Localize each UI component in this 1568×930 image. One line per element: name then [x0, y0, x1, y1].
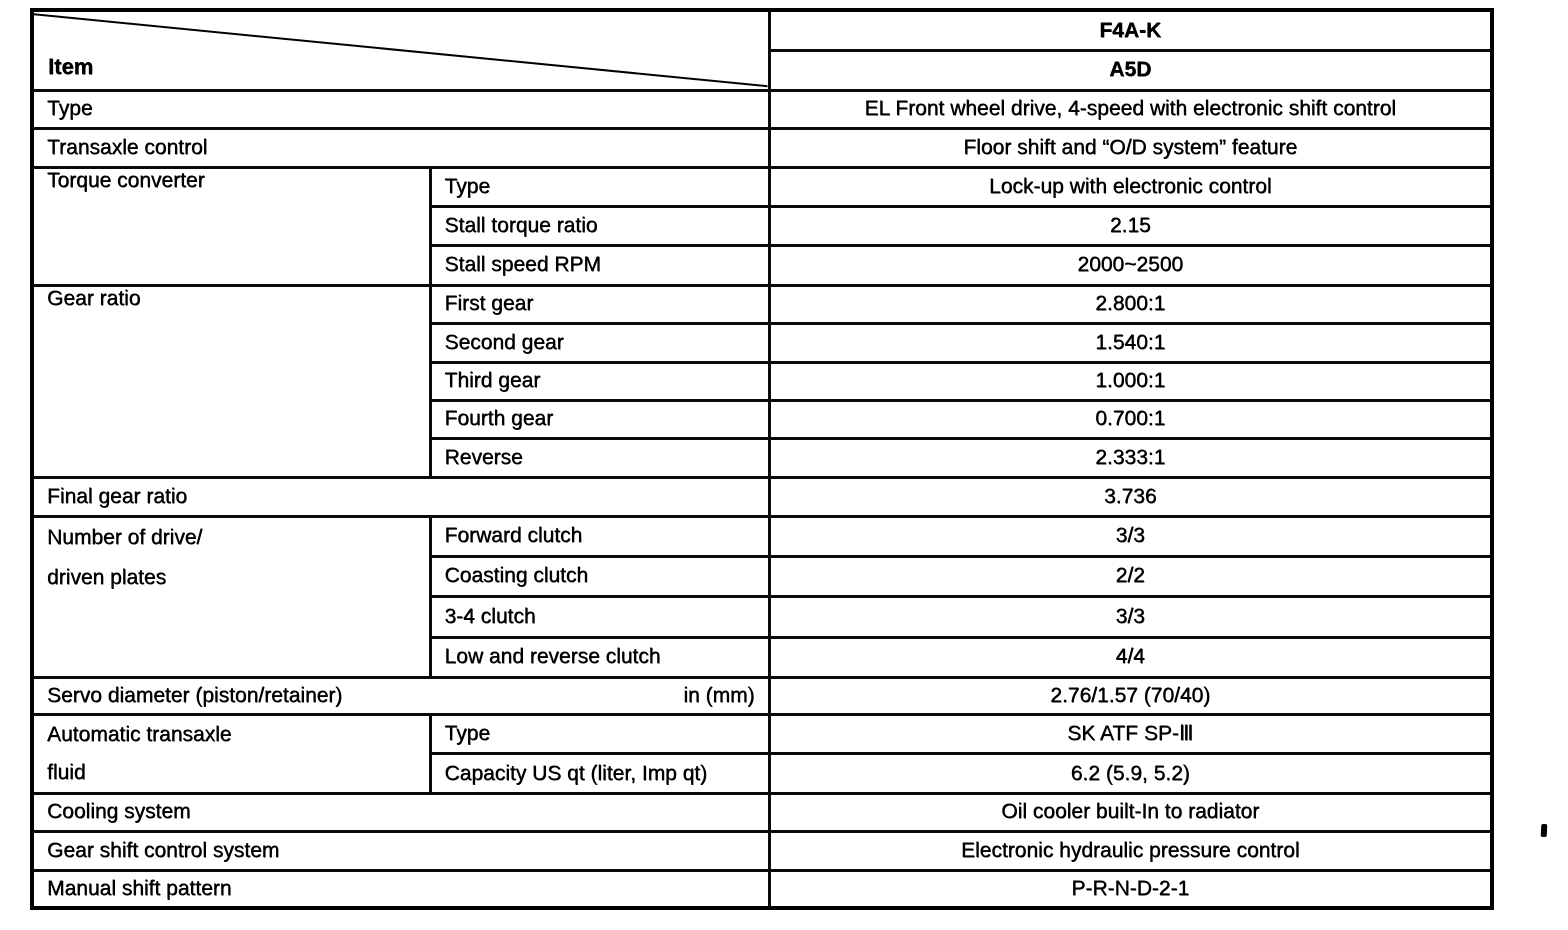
transaxle-control-value: Floor shift and “O/D system” feature: [769, 128, 1492, 167]
transaxle-control-label: Transaxle control: [32, 128, 769, 167]
servo-diameter-unit: in (mm): [683, 683, 755, 707]
coasting-clutch-value: 2/2: [769, 556, 1492, 596]
column-header-variant: A5D: [769, 50, 1492, 90]
servo-diameter-value: 2.76/1.57 (70/40): [769, 677, 1492, 714]
third-gear-value: 1.000:1: [769, 362, 1492, 400]
drive-driven-plates-label-line2: driven plates: [47, 565, 167, 589]
gear-shift-control-value: Electronic hydraulic pressure control: [769, 831, 1492, 870]
low-reverse-clutch-value: 4/4: [769, 637, 1492, 677]
row-atf-type: [32, 714, 1492, 754]
three-four-clutch-value: 3/3: [769, 596, 1492, 637]
stall-speed-rpm-value: 2000~2500: [769, 245, 1492, 285]
torque-converter-type-value: Lock-up with electronic control: [769, 167, 1492, 206]
row-type: [32, 90, 1492, 128]
transaxle-spec-table: [30, 8, 1494, 910]
stall-torque-ratio-value: 2.15: [769, 206, 1492, 245]
reverse-gear-label: Reverse: [430, 438, 769, 477]
drive-driven-plates-label-line1: Number of drive/: [47, 525, 203, 549]
coasting-clutch-label: Coasting clutch: [430, 556, 769, 596]
forward-clutch-value: 3/3: [769, 516, 1492, 556]
fourth-gear-label: Fourth gear: [430, 400, 769, 438]
row-forward-clutch: [32, 516, 1492, 556]
second-gear-label: Second gear: [430, 323, 769, 362]
forward-clutch-label: Forward clutch: [430, 516, 769, 556]
servo-diameter-label: Servo diameter (piston/retainer): [47, 683, 343, 707]
first-gear-label: First gear: [430, 285, 769, 323]
type-label: Type: [32, 90, 769, 128]
third-gear-label: Third gear: [430, 362, 769, 400]
first-gear-value: 2.800:1: [769, 285, 1492, 323]
item-header-cell: [32, 10, 769, 90]
atf-label-line2: fluid: [47, 760, 86, 784]
row-cooling-system: [32, 793, 1492, 831]
atf-type-value: SK ATF SP-Ⅲ: [769, 714, 1492, 754]
row-final-gear-ratio: [32, 477, 1492, 516]
diagonal-divider-line: [34, 12, 768, 89]
manual-shift-pattern-value: P-R-N-D-2-1: [769, 870, 1492, 908]
atf-label-line1: Automatic transaxle: [47, 722, 232, 746]
header-row-model: [32, 10, 1492, 50]
stall-torque-ratio-label: Stall torque ratio: [430, 206, 769, 245]
row-manual-shift-pattern: [32, 870, 1492, 908]
stall-speed-rpm-label: Stall speed RPM: [430, 245, 769, 285]
low-reverse-clutch-label: Low and reverse clutch: [430, 637, 769, 677]
servo-diameter-label-cell: [32, 677, 769, 714]
row-gear-shift-control: [32, 831, 1492, 870]
three-four-clutch-label: 3-4 clutch: [430, 596, 769, 637]
torque-converter-type-label: Type: [430, 167, 769, 206]
item-header-label: Item: [48, 54, 94, 80]
reverse-gear-value: 2.333:1: [769, 438, 1492, 477]
cooling-system-value: Oil cooler built-In to radiator: [769, 793, 1492, 831]
cooling-system-label: Cooling system: [32, 793, 769, 831]
row-servo-diameter: [32, 677, 1492, 714]
final-gear-ratio-label: Final gear ratio: [32, 477, 769, 516]
gear-ratio-group-label: Gear ratio: [32, 285, 430, 477]
gear-shift-control-label: Gear shift control system: [32, 831, 769, 870]
atf-capacity-label: Capacity US qt (liter, Imp qt): [430, 754, 769, 794]
column-header-model: F4A-K: [769, 10, 1492, 50]
type-value: EL Front wheel drive, 4-speed with electronic shift control: [769, 90, 1492, 128]
atf-group-label: [32, 714, 430, 793]
drive-driven-plates-group-label: [32, 516, 430, 677]
row-transaxle-control: [32, 128, 1492, 167]
row-first-gear: [32, 285, 1492, 323]
atf-capacity-value: 6.2 (5.9, 5.2): [769, 754, 1492, 794]
manual-shift-pattern-label: Manual shift pattern: [32, 870, 769, 908]
torque-converter-group-label: Torque converter: [32, 167, 430, 285]
atf-type-label: Type: [430, 714, 769, 754]
fourth-gear-value: 0.700:1: [769, 400, 1492, 438]
row-torque-converter-type: [32, 167, 1492, 206]
final-gear-ratio-value: 3.736: [769, 477, 1492, 516]
second-gear-value: 1.540:1: [769, 323, 1492, 362]
scan-ink-speck: [1541, 824, 1548, 837]
